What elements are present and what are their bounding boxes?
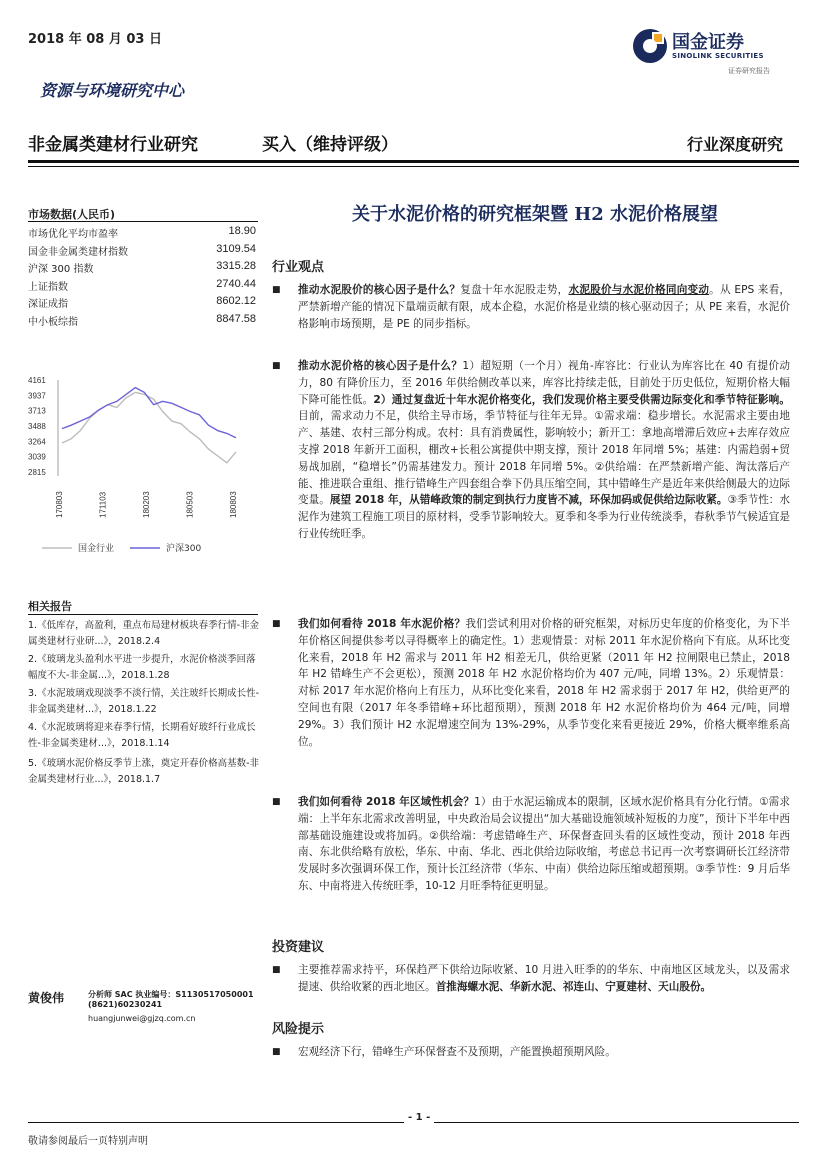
research-center: 资源与环境研究中心 [40, 81, 185, 100]
report-type: 行业深度研究 [686, 135, 783, 154]
market-row [28, 278, 256, 293]
market-row-value: 2740.44 [216, 277, 256, 290]
x-tick-label: 170803 [55, 491, 64, 518]
market-row-value: 8602.12 [216, 295, 256, 307]
bullet-2 [272, 358, 790, 543]
bullet-square-icon: ■ [272, 797, 281, 807]
bullet-2-text: 1）超短期（一个月）视角-库容比：行业认为库容比在 40 有提价动力，80 有降价压力，至 2016 年供给侧改革以来，库容比持续走低，目前处于历史低位，短期价格大幅下降可能性低。 [298, 360, 791, 406]
series-line-industry [62, 392, 236, 462]
y-tick-label: 3039 [28, 452, 46, 462]
bullet-4-text: 1）由于水泥运输成本的限制，区域水泥价格具有分化行情。①需求端：上半年东北需求改善明显，中央政治局会议提出“加大基础设施领域补短板的力度”，预计下半年中西部基础设施建设或将加码。②供给端：考虑错峰生产、环保督查回头看的区域性变动，预计 2018 年西南、东北供给略有放松，华东、中南、华北、西北供给边际收缩，考虑总书记再一次考察调研长江经济带发展时多次强调环保工作，预计长江经济带（华东、中南）供给边际压缩或超预期。③季节性：9 月后华东、中南将进入传统旺季，10-12 月旺季特征更明显。 [298, 796, 790, 892]
market-row [28, 295, 256, 310]
bullet-4-bold: 我们如何看待 2018 年区域性机会？ [298, 796, 475, 808]
bullet-4 [272, 794, 790, 895]
bullet-square-icon: ■ [272, 1047, 281, 1057]
y-tick-label: 2815 [28, 468, 46, 477]
logo-subtitle: 证券研究报告 [728, 67, 770, 75]
analyst-cert: 分析师 SAC 执业编号：S1130517050001 [88, 990, 254, 999]
invest-picks: 首推海螺水泥、华新水泥、祁连山、宁夏建材、天山股份。 [435, 980, 712, 993]
bullet-1 [272, 282, 790, 332]
y-tick-label: 4161 [28, 376, 46, 385]
market-row-label: 深证成指 [28, 299, 68, 310]
industry-name: 非金属类建材行业研究 [28, 135, 198, 155]
rating: 买入（维持评级） [262, 135, 398, 155]
bullet-1-underline: 水泥股价与水泥价格同向变动 [568, 284, 710, 296]
risk-bullet [272, 1044, 790, 1061]
market-row [28, 243, 256, 258]
report-date: 2018 年 08 月 03 日 [28, 32, 162, 47]
header-divider-thin [28, 166, 799, 167]
y-tick-label: 3488 [28, 422, 46, 431]
market-row [28, 260, 256, 275]
x-tick-label: 180203 [142, 491, 151, 518]
related-report-item[interactable]: 3.《水泥玻璃戏现淡季不淡行情，关注玻纤长期成长性-非金属类建材...》，2018.1.22 [28, 688, 259, 715]
market-row-value: 8847.58 [216, 312, 256, 325]
bullet-2-bold: 推动水泥价格的核心因子是什么？ [298, 360, 463, 372]
market-row-label: 中小板综指 [28, 316, 78, 328]
related-report-item[interactable]: 4.《水泥玻璃将迎来春季行情，长期看好玻纤行业成长性-非金属类建材...》，2018.1.14 [28, 722, 256, 749]
y-tick-label: 3264 [28, 437, 46, 447]
analyst-info [88, 990, 254, 1010]
bullet-1-text2: 。从 EPS 来看，严禁新增产能的情况下量端贡献有限，成本企稳，水泥价格是业绩的核心驱动因子；从 PE 来看，水泥价格影响市场预期，是 PE 的同步指标。 [298, 284, 791, 330]
analyst-name: 黄俊伟 [28, 991, 65, 1005]
related-report-item[interactable]: 2.《玻璃龙头盈利水平进一步提升，水泥价格淡季回落幅度不大-非金属...》，2018.1.28 [28, 654, 256, 681]
page-number: - 1 - [404, 1112, 434, 1123]
x-tick-label: 171103 [98, 491, 108, 518]
market-row-value: 3315.28 [216, 260, 256, 272]
bullet-square-icon: ■ [272, 965, 281, 975]
bullet-3-text: 我们尝试利用对价格的研究框架，对标历史年度的价格变化，为下半年价格区间提供参考以寻得概率上的确定性。1）悲观情景：对标 2011 年水泥价格向下有底。从环比变化来看，2018 年 H2 需求与 2011 年 H2 相差无几，供给更紧（2011 年 H2 拉闸限电已禁止，2018 年 H2 错峰生产不会更松），预测 2018 年 H2 水泥价格均价为 407 元/吨，同增 13%。2）乐观情景：对标 2017 年水泥价格向上有压力，从环比变化来看，2018 年 H2 需求弱于 2017 年 H2，供给更严的空间也有限（2017 年冬季错峰+环比超预期），预测 2018 年 H2 水泥价格均价为 464 元/吨，同增 29%。3）我们预计 H2 水泥增速空间为 13%-29%，从季节变化来看更接近 29%，价格大概率维系高位。 [298, 618, 790, 748]
x-tick-label: 180503 [185, 491, 195, 518]
bullet-1-text: 复盘十年水泥股走势， [460, 284, 569, 296]
analyst-email[interactable]: huangjunwei@gjzq.com.cn [88, 1014, 196, 1023]
legend-label: 沪深300 [166, 544, 202, 554]
market-row-value: 3109.54 [216, 242, 256, 255]
index-line-chart [28, 368, 258, 568]
series-line-hs300 [62, 388, 236, 438]
logo-text-cn: 国金证券 [672, 32, 744, 53]
related-reports-title: 相关报告 [28, 600, 72, 613]
bullet-2-bold2: 2）通过复盘近十年水泥价格变化，我们发现价格主要受供需边际变化和季节特征影响。 [373, 393, 790, 406]
related-report-item[interactable]: 5.《玻璃水泥价格反季节上涨，奠定开春价格高基数-非金属类建材行业...》，2018.1.7 [28, 758, 259, 785]
bullet-3-bold: 我们如何看待 2018 年水泥价格？ [298, 618, 466, 630]
market-data-title: 市场数据(人民币) [28, 208, 116, 221]
market-row [28, 225, 256, 240]
section-industry-view: 行业观点 [272, 260, 325, 275]
logo-text-en: SINOLINK SECURITIES [672, 52, 764, 60]
section-risk: 风险提示 [272, 1022, 325, 1037]
bullet-2-text2: 目前，需求动力不足，供给主导市场，季节特征与往年无异。①需求端：稳步增长。水泥需求主要由地产、基建、农村三部分构成。农村：具有消费属性，影响较小；新开工：拿地高增滞后效应+去库存效应支撑 2018 年新开工面积，棚改+长租公寓提供中期支撑，预计 2018 年同增 5%；基建：内需趋弱+贸易战加剧，“稳增长”仍需基建发力。预计 2018 年同增 5%。②供给端：在严禁新增产能、淘汰落后产能、推进联合重组、推行错峰生产四套组合拳下仍具压缩空间，其中错峰生产是近年来供给侧最大的边际变量。 [298, 410, 790, 507]
legend-label: 国金行业 [78, 544, 115, 554]
bullet-1-bold: 推动水泥股价的核心因子是什么？ [298, 284, 461, 296]
related-divider [28, 614, 258, 615]
market-row [28, 313, 256, 328]
y-tick-label: 3937 [28, 391, 46, 401]
x-tick-label: 180803 [229, 491, 238, 518]
header-divider [28, 160, 799, 163]
main-title: 关于水泥价格的研究框架暨 H2 水泥价格展望 [351, 204, 719, 225]
bullet-2-text3: ③季节性：水泥作为建筑工程施工项目的原材料，受季节影响较大。夏季和冬季为行业传统淡季，春秋季节气候适宜是行业传统旺季。 [298, 494, 791, 540]
bullet-2-bold3: 展望 2018 年，从错峰政策的制定到执行力度皆不减，环保加码或促供给边际收紧。 [329, 494, 728, 507]
y-tick-label: 3713 [28, 406, 46, 416]
related-report-item[interactable]: 1.《低库存，高盈利，重点布局建材板块春季行情-非金属类建材行业研...》，2018.2.4 [28, 620, 259, 647]
footer-disclaimer: 敬请参阅最后一页特别声明 [28, 1136, 148, 1147]
risk-text: 宏观经济下行，错峰生产环保督查不及预期，产能置换超预期风险。 [298, 1046, 616, 1058]
market-row-value: 18.90 [228, 225, 256, 237]
market-row-label: 沪深 300 指数 [28, 264, 94, 275]
bullet-3 [272, 616, 790, 750]
market-row-label: 市场优化平均市盈率 [28, 229, 118, 240]
analyst-phone: (8621)60230241 [88, 1000, 163, 1009]
invest-text: 主要推荐需求持平，环保趋严下供给边际收紧、10 月进入旺季的的华东、中南地区区域龙头，以及需求提速、供给收紧的西北地区。 [298, 964, 790, 993]
bullet-square-icon: ■ [272, 619, 281, 629]
market-row-label: 国金非金属类建材指数 [28, 246, 128, 258]
bullet-square-icon: ■ [272, 285, 281, 295]
section-investment: 投资建议 [272, 940, 325, 955]
market-row-label: 上证指数 [28, 281, 68, 293]
bullet-square-icon: ■ [272, 361, 281, 371]
market-data-divider [28, 221, 258, 222]
invest-bullet [272, 962, 790, 996]
sinolink-logo-icon [630, 26, 670, 66]
